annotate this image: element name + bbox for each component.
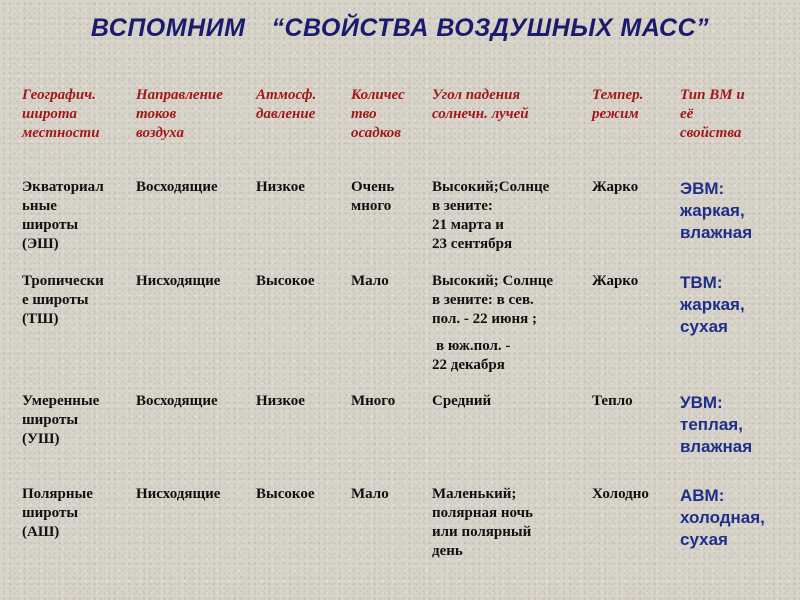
row-temperate-pressure: Низкое <box>256 393 305 409</box>
row-polar-air-mass: АВМ: холодная, сухая <box>680 486 765 549</box>
header-temperature: Темпер. режим <box>592 87 644 122</box>
row-polar-air-flow: Нисходящие <box>136 486 221 502</box>
row-polar-precipitation: Мало <box>351 486 389 502</box>
row-tropical-air-flow: Нисходящие <box>136 273 221 289</box>
row-tropical-precipitation: Мало <box>351 273 389 289</box>
header-precipitation: Количес тво осадков <box>351 87 405 141</box>
title-part-remember: ВСПОМНИМ <box>90 14 246 42</box>
row-polar-temperature: Холодно <box>592 486 649 502</box>
row-equatorial-air-mass: ЭВМ: жаркая, влажная <box>680 179 753 242</box>
row-temperate-sun-angle: Средний <box>432 393 492 409</box>
row-equatorial-temperature: Жарко <box>592 179 639 195</box>
header-pressure: Атмосф. давление <box>256 87 317 122</box>
title-part-topic: “СВОЙСТВА ВОЗДУШНЫХ МАСС” <box>271 14 710 42</box>
row-temperate-latitude: Умеренные широты (УШ) <box>22 393 100 447</box>
header-air-flow: Направление токов воздуха <box>136 87 223 141</box>
row-polar-pressure: Высокое <box>256 486 315 502</box>
row-tropical-air-mass: ТВМ: жаркая, сухая <box>680 273 745 336</box>
row-tropical-pressure: Высокое <box>256 273 315 289</box>
row-equatorial-pressure: Низкое <box>256 179 305 195</box>
row-temperate-air-mass: УВМ: теплая, влажная <box>680 393 753 456</box>
row-temperate-temperature: Тепло <box>592 393 633 409</box>
row-polar-latitude: Полярные широты (АШ) <box>22 486 93 540</box>
row-equatorial-precipitation: Очень много <box>351 179 395 214</box>
row-equatorial-sun-angle: Высокий;Солнце в зените: 21 марта и 23 сентября <box>432 179 550 252</box>
row-equatorial-latitude: Экваториал ьные широты (ЭШ) <box>22 179 104 252</box>
row-temperate-precipitation: Много <box>351 393 396 409</box>
row-tropical-latitude: Тропически е широты (ТШ) <box>22 273 104 327</box>
header-air-mass-type: Тип ВМ и её свойства <box>680 87 745 141</box>
header-latitude: Географич. широта местности <box>22 87 100 141</box>
row-tropical-temperature: Жарко <box>592 273 639 289</box>
header-sun-angle: Угол падения солнечн. лучей <box>432 87 529 122</box>
row-tropical-sun-angle: Высокий; Солнце в зените: в сев. пол. - 22 июня ; в юж.пол. - 22 декабря <box>432 273 554 373</box>
row-polar-sun-angle: Маленький; полярная ночь или полярный день <box>432 486 533 559</box>
row-equatorial-air-flow: Восходящие <box>136 179 218 195</box>
row-temperate-air-flow: Восходящие <box>136 393 218 409</box>
